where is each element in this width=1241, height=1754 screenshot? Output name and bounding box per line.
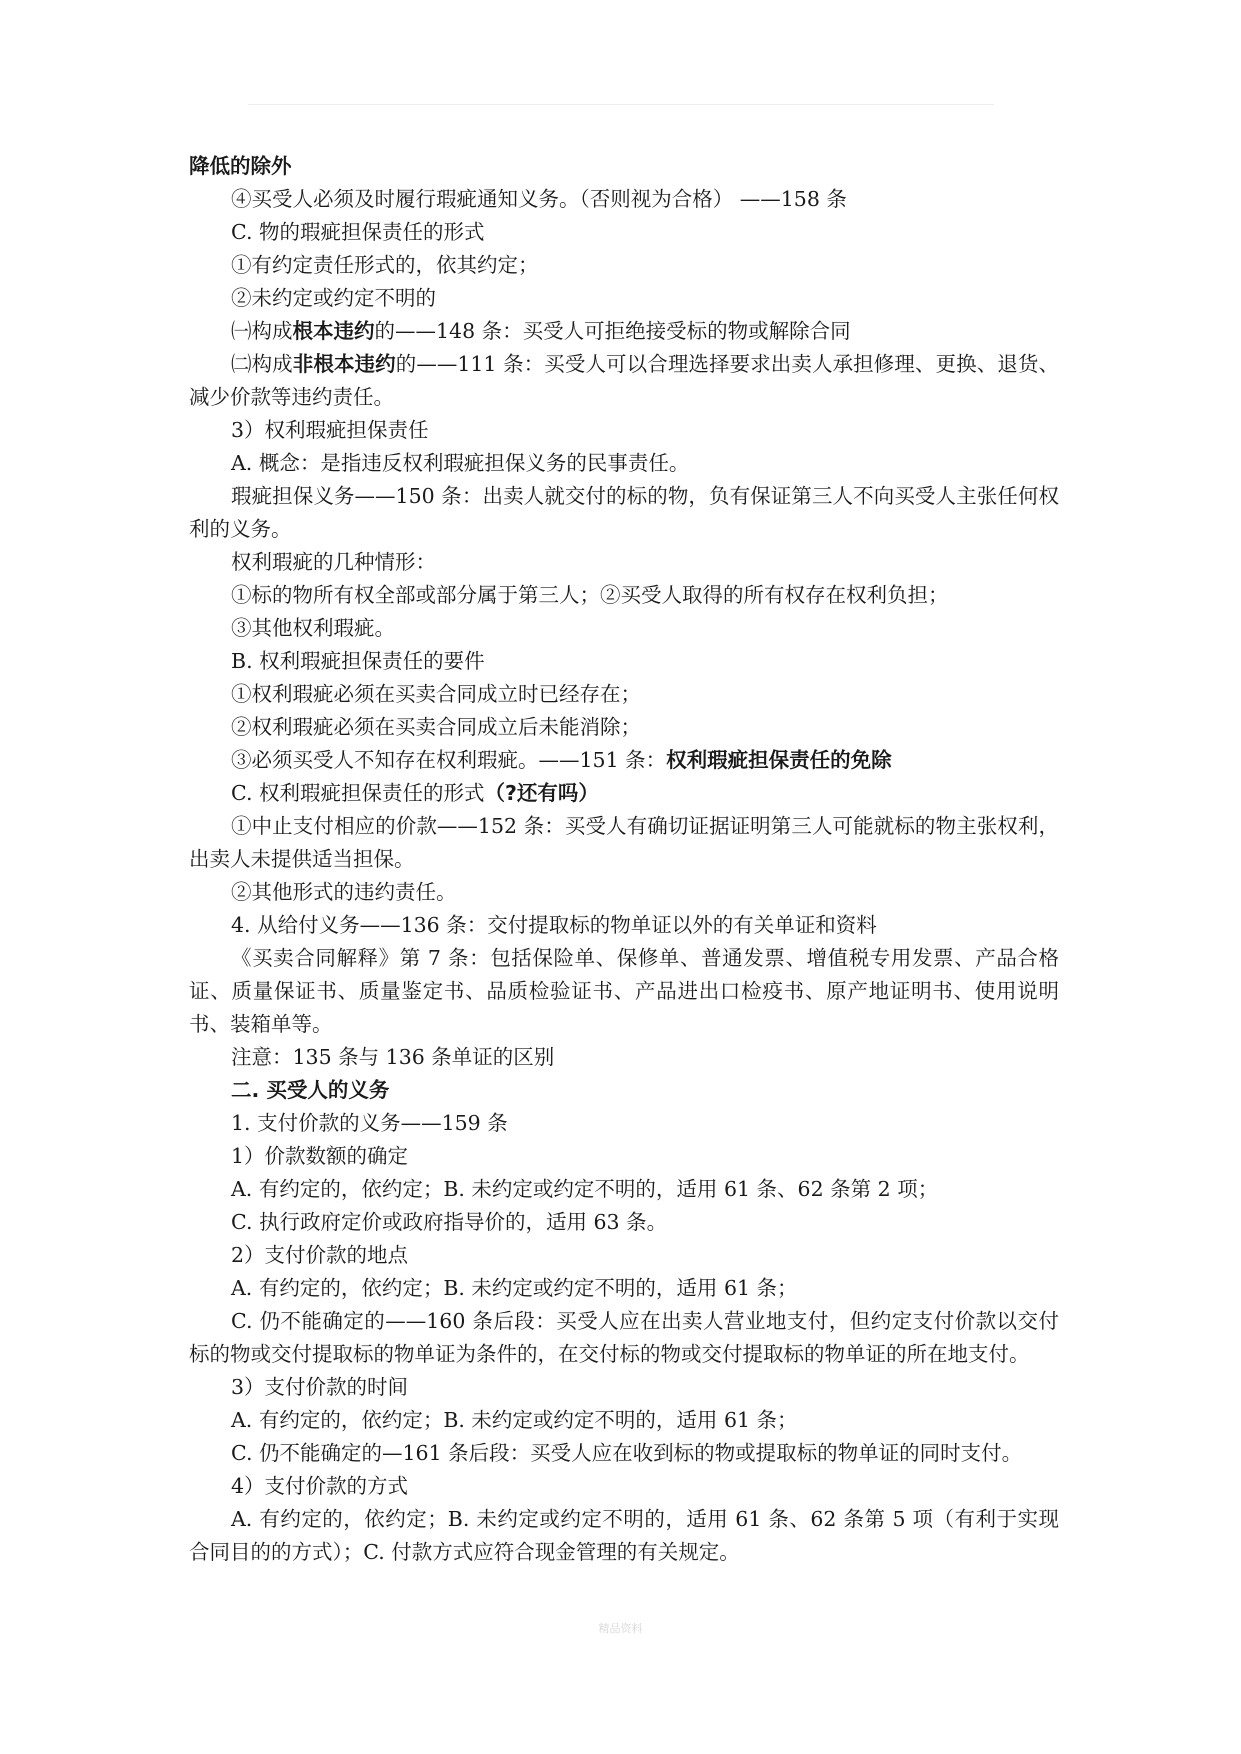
paragraph: ③其他权利瑕疵。 [231,616,395,640]
paragraph: C. 仍不能确定的—161 条后段：买受人应在收到标的物或提取标的物单证的同时支付。 [231,1441,1023,1465]
paragraph: 瑕疵担保义务——150 条：出卖人就交付的标的物，负有保证第三人不向买受人主张任何权利的义务。 [189,484,1059,541]
paragraph: C. 仍不能确定的——160 条后段：买受人应在出卖人营业地支付，但约定支付价款以交付标的物或交付提取标的物单证为条件的，在交付标的物或交付提取标的物单证的所在地支付。 [189,1309,1059,1366]
paragraph: ①权利瑕疵必须在买卖合同成立时已经存在； [231,682,641,706]
text-run: 的——111 条：买受人可以合理选择要求出卖人承担修理、更换、退货、减少价款等违约责任。 [189,352,1059,409]
paragraph: A. 概念：是指违反权利瑕疵担保义务的民事责任。 [231,451,690,475]
heading-line: 降低的除外 [189,154,292,178]
paragraph: A. 有约定的，依约定；B. 未约定或约定不明的，适用 61 条； [231,1276,798,1300]
paragraph: ①中止支付相应的价款——152 条：买受人有确切证据证明第三人可能就标的物主张权利，出卖人未提供适当担保。 [189,814,1059,871]
text-run: 的——148 条：买受人可拒绝接受标的物或解除合同 [374,319,851,343]
paragraph: 《买卖合同解释》第 7 条：包括保险单、保修单、普通发票、增值税专用发票、产品合格证、质量保证书、质量鉴定书、品质检验证书、产品进出口检疫书、原产地证明书、使用说明书、装箱单等。 [189,946,1059,1036]
paragraph: 注意：135 条与 136 条单证的区别 [231,1045,555,1069]
text-run: ③必须买受人不知存在权利瑕疵。——151 条： [231,748,667,772]
paragraph: A. 有约定的，依约定；B. 未约定或约定不明的，适用 61 条； [231,1408,798,1432]
bold-term: （?还有吗） [484,781,599,805]
paragraph: 权利瑕疵的几种情形： [231,550,436,574]
paragraph [189,315,1059,348]
text-run: ㈠构成 [231,319,293,343]
paragraph: 3）权利瑕疵担保责任 [231,418,429,442]
paragraph: C. 执行政府定价或政府指导价的，适用 63 条。 [231,1210,668,1234]
bold-term: 非根本违约 [292,352,396,376]
footer-watermark: 精品资料 [598,1622,643,1635]
paragraph: 1. 支付价款的义务——159 条 [231,1111,508,1135]
header-rule [248,104,994,105]
document-body [189,150,1059,1569]
text-run: C. 权利瑕疵担保责任的形式 [231,781,485,805]
bold-term: 根本违约 [292,319,375,343]
paragraph: B. 权利瑕疵担保责任的要件 [231,649,485,673]
paragraph: A. 有约定的，依约定；B. 未约定或约定不明的，适用 61 条、62 条第 2 项； [231,1177,939,1201]
paragraph: ②未约定或约定不明的 [231,286,436,310]
paragraph [189,744,1059,777]
paragraph: ④买受人必须及时履行瑕疵通知义务。（否则视为合格） ——158 条 [231,187,847,211]
paragraph: C. 物的瑕疵担保责任的形式 [231,220,485,244]
paragraph: 3）支付价款的时间 [231,1375,409,1399]
paragraph: 2）支付价款的地点 [231,1243,409,1267]
paragraph: ①标的物所有权全部或部分属于第三人；②买受人取得的所有权存在权利负担； [231,583,949,607]
paragraph: ①有约定责任形式的，依其约定； [231,253,539,277]
section-heading: 二. 买受人的义务 [231,1078,390,1102]
paragraph [189,348,1059,414]
text-run: ㈡构成 [231,352,293,376]
paragraph: 4. 从给付义务——136 条：交付提取标的物单证以外的有关单证和资料 [231,913,877,937]
paragraph [189,777,1059,810]
paragraph: A. 有约定的，依约定；B. 未约定或约定不明的，适用 61 条、62 条第 5 项（有利于实现合同目的的方式）；C. 付款方式应符合现金管理的有关规定。 [189,1507,1059,1564]
paragraph: 1）价款数额的确定 [231,1144,409,1168]
paragraph: 4）支付价款的方式 [231,1474,409,1498]
bold-term: 权利瑕疵担保责任的免除 [666,748,892,772]
paragraph: ②权利瑕疵必须在买卖合同成立后未能消除； [231,715,641,739]
paragraph: ②其他形式的违约责任。 [231,880,457,904]
